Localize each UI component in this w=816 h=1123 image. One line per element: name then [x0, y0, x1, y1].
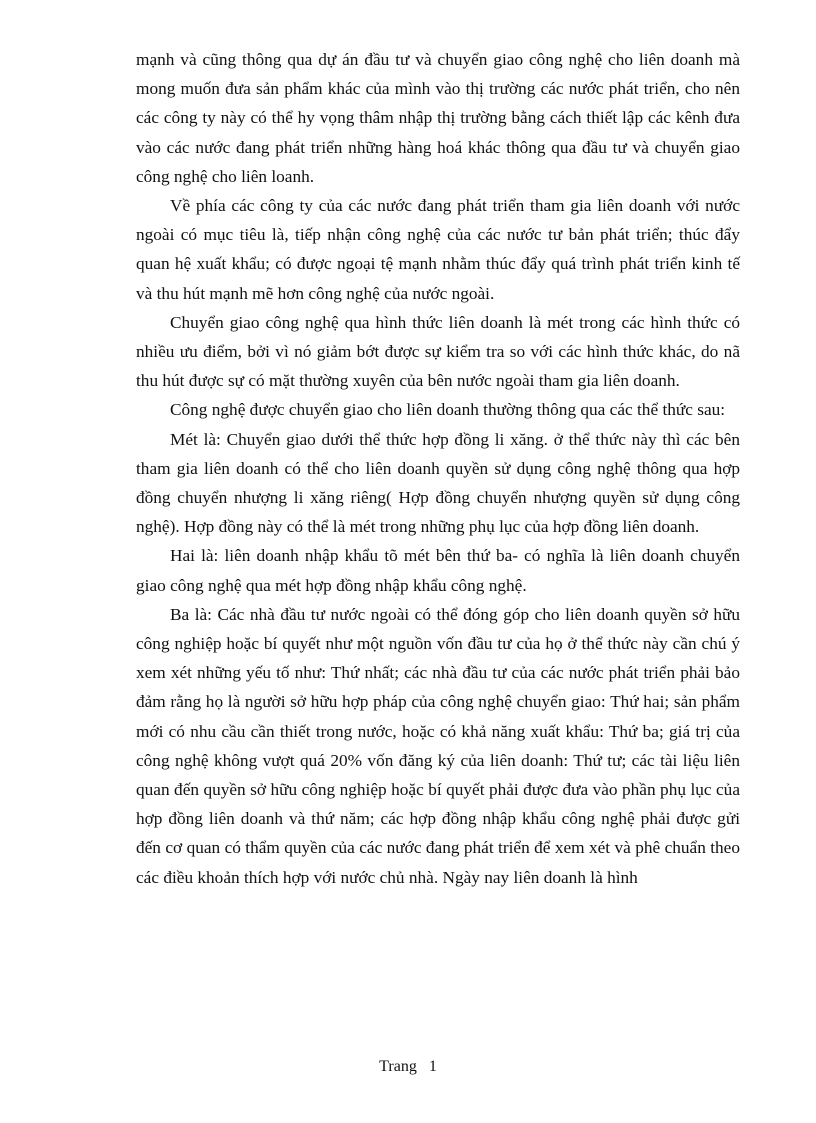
paragraph-method-two: Hai là: liên doanh nhập khẩu tõ mét bên thứ ba- có nghĩa là liên doanh chuyển giao công nghệ qua mét hợp đồng nhập khẩu công nghệ. [136, 546, 740, 595]
paragraph-continuation: mạnh và cũng thông qua dự án đầu tư và chuyển giao công nghệ cho liên doanh mà mong muốn đưa sản phẩm khác của mình vào thị trường các nước phát triển, cho nên các công ty này có thể hy vọng thâm nhập thị trường bằng cách thiết lập các kênh đưa vào các nước đang phát triển những hàng hoá khác thông qua đầu tư và chuyển giao công nghệ cho liên loanh. [136, 50, 740, 186]
paragraph-method-one: Mét là: Chuyển giao dưới thể thức hợp đồng li xăng. ở thể thức này thì các bên tham gia liên doanh có thể cho liên doanh quyền sử dụng công nghệ thông qua hợp đồng chuyển nhượng li xăng riêng( Hợp đồng chuyển nhượng quyền sử dụng công nghệ). Hợp đồng này có thể là mét trong những phụ lục của hợp đồng liên doanh. [136, 429, 740, 537]
page-label: Trang [379, 1058, 417, 1075]
paragraph-transfer-methods-intro: Công nghệ được chuyển giao cho liên doanh thường thông qua các thể thức sau: [170, 400, 726, 420]
page-footer [0, 1057, 816, 1077]
body-text [136, 45, 740, 892]
paragraph-method-three: Ba là: Các nhà đầu tư nước ngoài có thể đóng góp cho liên doanh quyền sở hữu công nghiệp hoặc bí quyết như một nguồn vốn đầu tư của họ ở thể thức này cần chú ý xem xét những yếu tố như: Thứ nhất; các nhà đầu tư của các nước phát triển phải bảo đảm rằng họ là người sở hữu hợp pháp của công nghệ chuyển giao: Thứ hai; sản phẩm mới có nhu cầu cần thiết trong nước, hoặc có khả năng xuất khẩu: Thứ ba; giá trị của công nghệ không vượt quá 20% vốn đăng ký của liên doanh: Thứ tư; các tài liệu liên quan đến quyền sở hữu công nghiệp hoặc bí quyết phải được đưa vào phần phụ lục của hợp đồng liên doanh và thứ năm; các hợp đồng nhập khẩu công nghệ phải được gửi đến cơ quan có thẩm quyền của các nước đang phát triển để xem xét và phê chuẩn theo các điều khoản thích hợp với nước chủ nhà. Ngày nay liên doanh là hình [136, 604, 740, 887]
page-number: 1 [428, 1058, 437, 1075]
paragraph-developing-country-goals: Về phía các công ty của các nước đang phát triển tham gia liên doanh với nước ngoài có mục tiêu là, tiếp nhận công nghệ của các nước tư bản phát triển; thúc đẩy quan hệ xuất khẩu; có được ngoại tệ mạnh nhằm thúc đẩy quá trình phát triển kinh tế và thu hút mạnh mẽ hơn công nghệ của nước ngoài. [136, 196, 740, 303]
paragraph-jv-advantages: Chuyển giao công nghệ qua hình thức liên doanh là mét trong các hình thức có nhiều ưu điểm, bởi vì nó giảm bớt được sự kiểm tra so với các hình thức khác, do nã thu hút được sự có mặt thường xuyên của bên nước ngoài tham gia liên doanh. [136, 312, 740, 391]
